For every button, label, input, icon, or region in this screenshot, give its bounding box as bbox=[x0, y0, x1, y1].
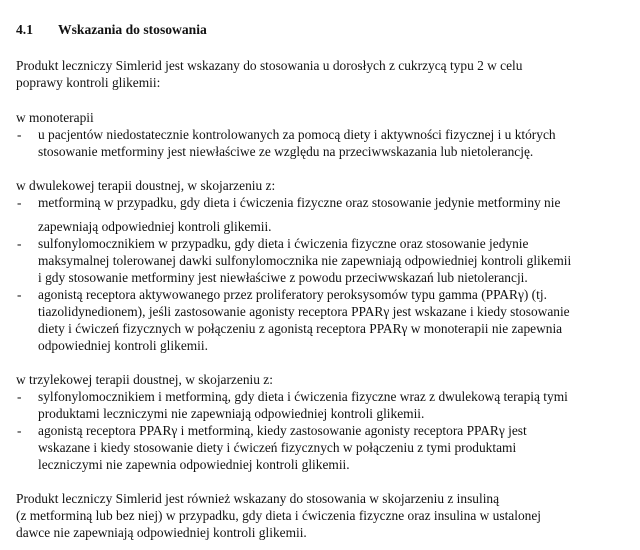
list-bullet: - bbox=[17, 389, 22, 404]
monotherapy-heading: w monoterapii bbox=[16, 110, 94, 125]
section-title: Wskazania do stosowania bbox=[58, 22, 207, 37]
insulin-line: dawce nie zapewniają odpowiedniej kontroli glikemii. bbox=[16, 525, 307, 540]
list-bullet: - bbox=[17, 195, 22, 210]
list-item-line: agonistą receptora aktywowanego przez proliferatory peroksysomów typu gamma (PPARγ) (tj. bbox=[38, 287, 547, 302]
list-item-line: zapewniają odpowiedniej kontroli glikemii. bbox=[38, 219, 272, 234]
list-item-line: stosowanie metforminy jest niewłaściwe ze względu na przeciwwskazania lub nietolerancję. bbox=[38, 144, 534, 159]
triple-therapy-heading: w trzylekowej terapii doustnej, w skojarzeniu z: bbox=[16, 372, 273, 387]
list-item-line: metforminą w przypadku, gdy dieta i ćwiczenia fizyczne oraz stosowanie jedynie metforminy nie bbox=[38, 195, 561, 210]
list-bullet: - bbox=[17, 423, 22, 438]
list-item-line: sulfonylomocznikiem w przypadku, gdy dieta i ćwiczenia fizyczne oraz stosowanie jedynie bbox=[38, 236, 529, 251]
list-item-line: odpowiedniej kontroli glikemii. bbox=[38, 338, 208, 353]
intro-line: Produkt leczniczy Simlerid jest wskazany do stosowania u dorosłych z cukrzycą typu 2 w celu bbox=[16, 58, 523, 73]
dual-therapy-heading: w dwulekowej terapii doustnej, w skojarzeniu z: bbox=[16, 178, 276, 193]
list-item-line: diety i ćwiczeń fizycznych w połączeniu z agonistą receptora PPARγ w monoterapii nie zapewnia bbox=[38, 321, 563, 336]
list-item-line: wskazane i kiedy stosowanie diety i ćwiczeń fizycznych w połączeniu z tymi produktami bbox=[38, 440, 517, 455]
list-item-line: u pacjentów niedostatecznie kontrolowanych za pomocą diety i aktywności fizycznej i u których bbox=[38, 127, 556, 142]
list-item-line: tiazolidynedionem), jeśli zastosowanie agonisty receptora PPARγ jest wskazane i kiedy stosowanie bbox=[38, 304, 570, 319]
list-item-line: maksymalnej tolerowanej dawki sulfonylomocznika nie zapewniają odpowiedniej kontroli glikemii bbox=[38, 253, 572, 268]
list-item-line: agonistą receptora PPARγ i metforminą, kiedy zastosowanie agonisty receptora PPARγ jest bbox=[38, 423, 527, 438]
list-bullet: - bbox=[17, 127, 22, 142]
insulin-line: (z metforminą lub bez niej) w przypadku, gdy dieta i ćwiczenia fizyczne oraz insulina w ustalonej bbox=[16, 508, 542, 523]
list-bullet: - bbox=[17, 287, 22, 302]
list-item-line: produktami leczniczymi nie zapewniają odpowiedniej kontroli glikemii. bbox=[38, 406, 425, 421]
list-item-line: i gdy stosowanie metforminy jest niewłaściwe z powodu przeciwwskazań lub nietolerancji. bbox=[38, 270, 528, 285]
list-item-line: sylfonylomocznikiem i metforminą, gdy dieta i ćwiczenia fizyczne wraz z dwulekową terapią tymi bbox=[38, 389, 568, 404]
section-number: 4.1 bbox=[16, 22, 33, 37]
insulin-line: Produkt leczniczy Simlerid jest również wskazany do stosowania w skojarzeniu z insuliną bbox=[16, 491, 500, 506]
list-item-line: leczniczymi nie zapewnia odpowiedniej kontroli glikemii. bbox=[38, 457, 350, 472]
section-heading bbox=[16, 22, 207, 38]
list-bullet: - bbox=[17, 236, 22, 251]
intro-line: poprawy kontroli glikemii: bbox=[16, 75, 161, 90]
